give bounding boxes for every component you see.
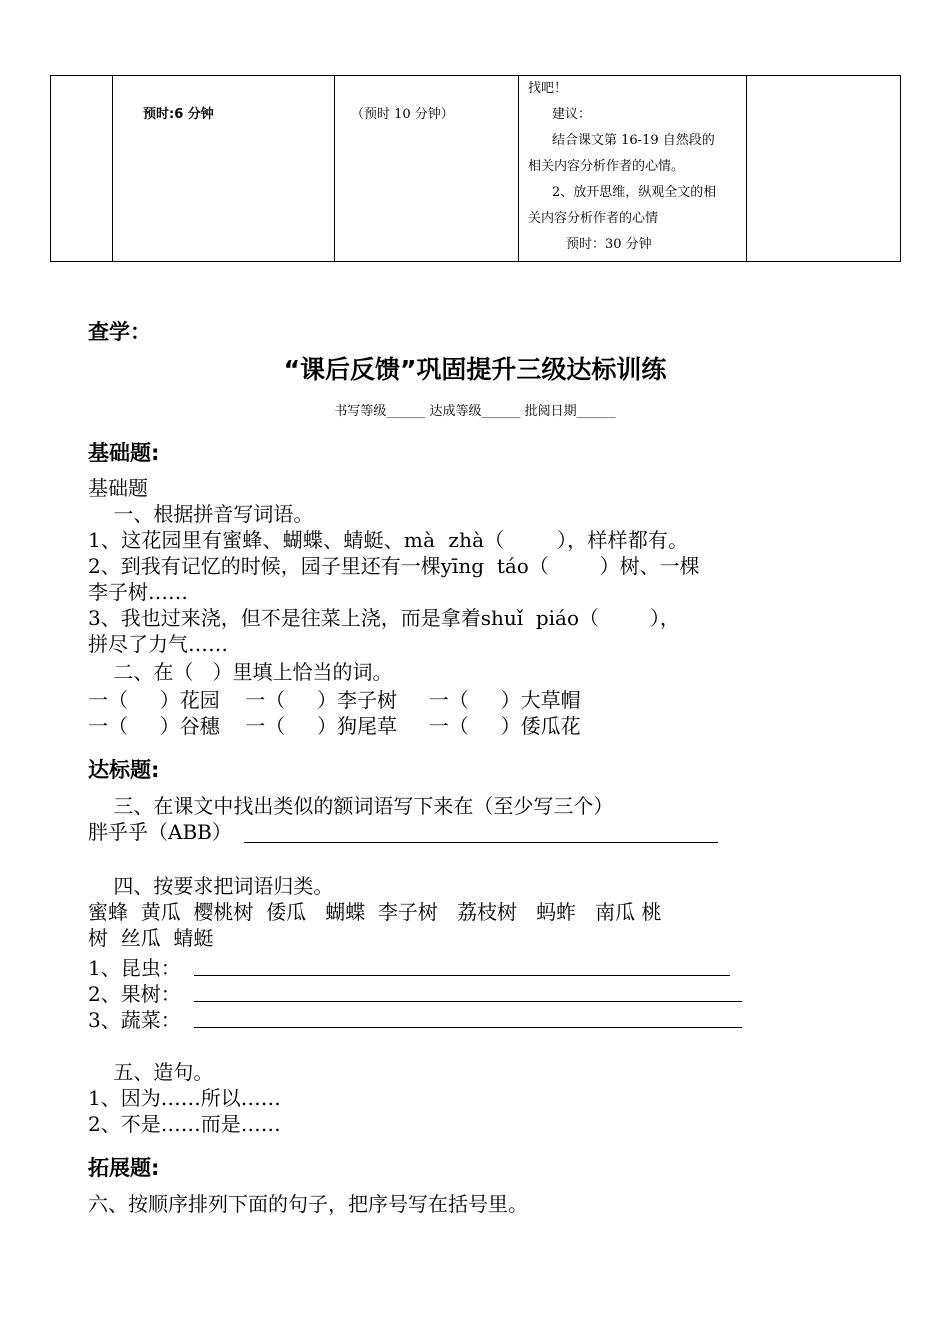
- table-divider: [518, 76, 519, 261]
- q4-insects: 1、昆虫：: [88, 956, 181, 980]
- q3-prompt: 胖乎乎（ABB）: [88, 820, 232, 844]
- answer-line[interactable]: [194, 1001, 742, 1002]
- table-divider: [112, 76, 113, 261]
- suggestion-line: 关内容分析作者的心情: [528, 211, 659, 226]
- suggestion-line: 2、放开思维，纵观全文的相: [552, 185, 717, 200]
- q5-item1: 1、因为……所以……: [88, 1086, 281, 1110]
- suggestion-line: 找吧！: [528, 81, 568, 96]
- q4-fruit-trees: 2、果树：: [88, 982, 181, 1006]
- q2-row2: 一（ ）谷穗 一（ ）狗尾草 一（ ）倭瓜花: [88, 714, 581, 738]
- table-divider: [746, 76, 747, 261]
- section-extend: 拓展题:: [88, 1156, 160, 1180]
- q6-title: 六、按顺序排列下面的句子，把序号写在括号里。: [88, 1192, 528, 1216]
- q2-title: 二、在（ ）里填上恰当的词。: [88, 660, 393, 684]
- time-estimate-2: （预时 10 分钟）: [351, 107, 454, 122]
- suggestion-line: 预时：30 分钟: [566, 237, 652, 252]
- suggestion-cell: [528, 76, 740, 258]
- suggestion-line: 结合课文第 16-19 自然段的: [552, 133, 715, 148]
- q4-title: 四、按要求把词语归类。: [88, 874, 334, 898]
- q1-title: 一、根据拼音写词语。: [88, 502, 314, 526]
- table-divider: [334, 76, 335, 261]
- q1-item1: 1、这花园里有蜜蜂、蝴蝶、蜻蜓、mà zhà（ ），样样都有。: [88, 528, 689, 552]
- q1-item2-cont: 李子树……: [88, 580, 188, 604]
- chaxue-heading: 查学：: [88, 320, 151, 344]
- answer-line[interactable]: [244, 842, 718, 843]
- q5-title: 五、造句。: [88, 1060, 214, 1084]
- section-standard: 达标题:: [88, 758, 160, 782]
- section-basic: 基础题:: [88, 441, 160, 465]
- answer-line[interactable]: [194, 975, 730, 976]
- answer-line[interactable]: [194, 1027, 742, 1028]
- time-estimate-1: 预时:6 分钟: [143, 107, 214, 122]
- q4-vegetables: 3、蔬菜：: [88, 1008, 181, 1032]
- q1-item2: 2、到我有记忆的时候，园子里还有一棵yīng táo（ ）树、一棵: [88, 554, 700, 578]
- page-title: “课后反馈”巩固提升三级达标训练: [283, 355, 667, 384]
- grading-meta: 书写等级______ 达成等级______ 批阅日期______: [334, 404, 616, 419]
- q4-words-cont: 树 丝瓜 蜻蜓: [88, 926, 214, 950]
- q1-item3: 3、我也过来浇，但不是往菜上浇，而是拿着shuǐ piáo（ ），: [88, 606, 680, 630]
- q3-title: 三、在课文中找出类似的额词语写下来在（至少写三个）: [88, 794, 614, 818]
- q4-words: 蜜蜂 黄瓜 樱桃树 倭瓜 蝴蝶 李子树 荔枝树 蚂蚱 南瓜 桃: [88, 900, 662, 924]
- q2-row1: 一（ ）花园 一（ ）李子树 一（ ）大草帽: [88, 688, 581, 712]
- suggestion-line: 建议：: [552, 107, 592, 122]
- lesson-table: [50, 75, 901, 262]
- q1-item3-cont: 拼尽了力气……: [88, 632, 228, 656]
- q5-item2: 2、不是……而是……: [88, 1112, 281, 1136]
- suggestion-line: 相关内容分析作者的心情。: [528, 159, 685, 174]
- basic-subtitle: 基础题: [88, 476, 148, 500]
